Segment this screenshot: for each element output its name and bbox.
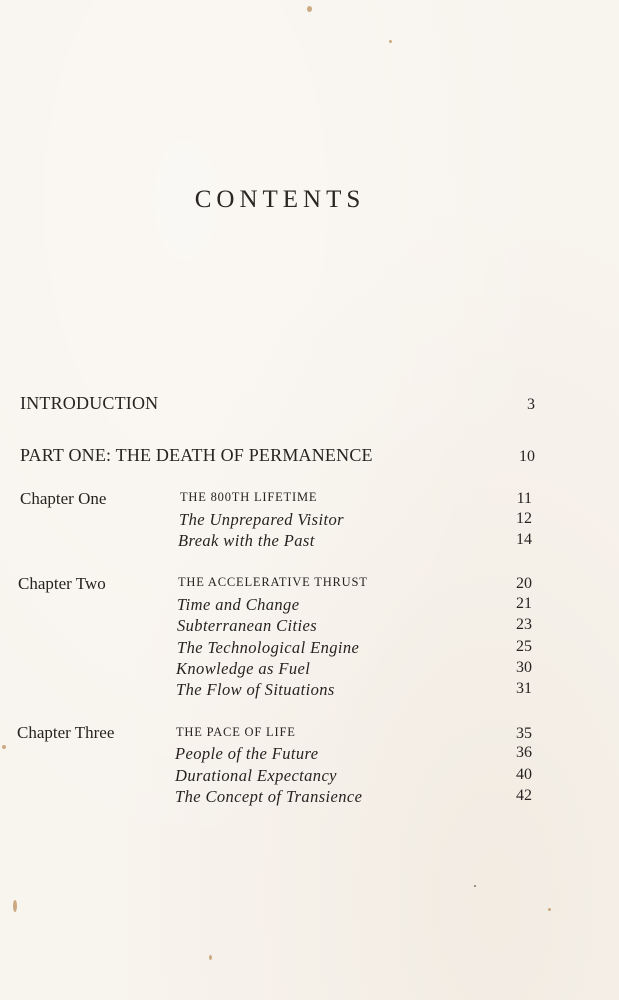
- toc-section-title: Subterranean Cities: [177, 616, 318, 635]
- toc-entry-label: PART ONE: THE DEATH OF PERMANENCE: [20, 445, 373, 465]
- toc-section-title: Durational Expectancy: [175, 766, 337, 785]
- toc-page-number: 40: [516, 766, 532, 783]
- toc-row[interactable]: [0, 575, 619, 596]
- chapter-one-label: Chapter One: [20, 489, 107, 508]
- toc-section-title: The Technological Engine: [177, 638, 360, 657]
- toc-page-number: 21: [516, 595, 532, 612]
- toc-row[interactable]: [0, 510, 619, 531]
- toc-page-number: 12: [516, 510, 532, 527]
- toc-row[interactable]: [0, 490, 619, 511]
- toc-page-number: 25: [516, 638, 532, 655]
- toc-section-title: The Unprepared Visitor: [179, 510, 344, 529]
- toc-section-title: The Flow of Situations: [176, 680, 335, 699]
- paper-speck: [209, 955, 212, 960]
- toc-section-title: Break with the Past: [178, 531, 315, 550]
- toc-section-heading: THE PACE OF LIFE: [176, 725, 296, 739]
- toc-page-number: 23: [516, 616, 532, 633]
- toc-page-number: 30: [516, 659, 532, 676]
- toc-section-title: People of the Future: [175, 744, 319, 763]
- toc-section-title: Time and Change: [177, 595, 300, 614]
- toc-row[interactable]: [0, 638, 619, 659]
- chapter-two-label: Chapter Two: [18, 574, 106, 593]
- paper-speck: [389, 40, 392, 43]
- toc-page-number: 10: [519, 448, 535, 465]
- toc-entry-part-one[interactable]: [20, 445, 535, 466]
- toc-row[interactable]: [0, 725, 619, 746]
- toc-page-number: 11: [516, 490, 532, 507]
- toc-section-title: Knowledge as Fuel: [176, 659, 311, 678]
- toc-page-number: 14: [516, 531, 532, 548]
- paper-speck: [474, 885, 476, 887]
- toc-page-number: 20: [516, 575, 532, 592]
- toc-page-number: 42: [516, 787, 532, 804]
- toc-page-number: 3: [527, 396, 535, 413]
- toc-row[interactable]: [0, 531, 619, 552]
- toc-page-number: 36: [516, 744, 532, 761]
- toc-row[interactable]: [0, 744, 619, 765]
- chapter-three-label: Chapter Three: [17, 723, 115, 742]
- toc-section-heading: THE 800TH LIFETIME: [180, 490, 318, 504]
- toc-row[interactable]: [0, 787, 619, 808]
- paper-speck: [307, 6, 312, 12]
- paper-speck: [548, 908, 551, 911]
- toc-page-number: 35: [516, 725, 532, 742]
- toc-entry-label: INTRODUCTION: [20, 393, 159, 413]
- toc-row[interactable]: [0, 616, 619, 637]
- paper-speck: [13, 900, 17, 912]
- toc-row[interactable]: [0, 659, 619, 680]
- toc-row[interactable]: [0, 766, 619, 787]
- toc-row[interactable]: [0, 680, 619, 701]
- toc-section-title: The Concept of Transience: [175, 787, 363, 806]
- toc-row[interactable]: [0, 595, 619, 616]
- toc-entry-introduction[interactable]: [20, 393, 535, 414]
- toc-page-number: 31: [516, 680, 532, 697]
- toc-section-heading: THE ACCELERATIVE THRUST: [178, 575, 368, 589]
- contents-title: CONTENTS: [194, 186, 366, 213]
